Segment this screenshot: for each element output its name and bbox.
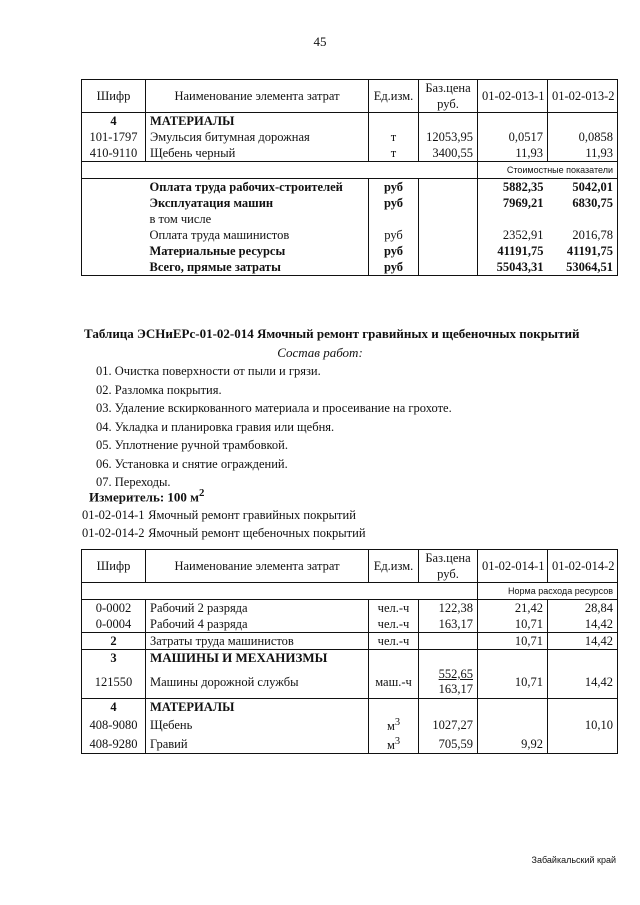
section-row — [82, 699, 618, 716]
summary-name: Оплата труда машинистов — [149, 228, 290, 242]
row-unit: маш.-ч — [369, 666, 419, 699]
row-name: Эмульсия битумная дорожная — [146, 129, 369, 145]
row-unit: т — [369, 145, 419, 162]
header-col2: 01-02-013-2 — [548, 80, 618, 113]
row-unit: чел.-ч — [369, 633, 419, 650]
row-value-2: 0,0858 — [548, 129, 618, 145]
summary-value-2: 5042,01 — [548, 179, 618, 196]
table-row — [82, 666, 618, 699]
list-item — [82, 506, 366, 524]
summary-value-2: 2016,78 — [548, 227, 618, 243]
row-price: 122,38 — [419, 600, 478, 617]
list-item: 07. Переходы. — [96, 475, 171, 489]
summary-value-2: 6830,75 — [548, 195, 618, 211]
summary-name: Материальные ресурсы — [149, 244, 286, 258]
summary-unit: руб — [369, 259, 419, 276]
header-code: Шифр — [82, 550, 146, 583]
row-code: 410-9110 — [82, 145, 146, 162]
summary-unit: руб — [369, 243, 419, 259]
row-value-1: 10,71 — [478, 616, 548, 633]
row-price: 705,59 — [419, 734, 478, 754]
row-value-1: 10,71 — [478, 666, 548, 699]
resource-table-013 — [81, 79, 618, 276]
resource-table-014 — [81, 549, 618, 754]
list-item: 02. Разломка покрытия. — [96, 382, 222, 397]
works-subtitle: Состав работ: — [277, 345, 363, 360]
row-value-1: 21,42 — [478, 600, 548, 617]
item-name: Ямочный ремонт гравийных покрытий — [148, 508, 356, 522]
header-col1: 01-02-013-1 — [478, 80, 548, 113]
section-row — [82, 113, 618, 130]
summary-value-1: 55043,31 — [478, 259, 548, 276]
list-item: 03. Удаление вскиркованного материала и просеивание на грохоте. — [96, 401, 452, 415]
list-item: 01. Очистка поверхности от пыли и грязи. — [96, 364, 321, 378]
row-value-2: 14,42 — [548, 616, 618, 633]
list-item: 04. Укладка и планировка гравия или щебня. — [96, 419, 335, 434]
table-row — [82, 600, 618, 617]
list-item: 05. Уплотнение ручной трамбовкой. — [96, 438, 288, 452]
row-code: 101-1797 — [82, 129, 146, 145]
table-row — [82, 145, 618, 162]
table-row — [82, 715, 618, 734]
summary-row — [82, 195, 618, 211]
page-number: 45 — [313, 34, 327, 49]
row-value-2 — [548, 734, 618, 754]
row-unit: чел.-ч — [369, 600, 419, 617]
summary-value-2: 41191,75 — [548, 243, 618, 259]
section-number: 4 — [82, 113, 146, 130]
table-row — [82, 734, 618, 754]
row-value-2: 14,42 — [548, 666, 618, 699]
norm-row — [82, 583, 618, 600]
summary-unit: руб — [369, 179, 419, 196]
summary-row — [82, 243, 618, 259]
row-name: Рабочий 2 разряда — [146, 600, 369, 617]
row-code: 408-9280 — [82, 734, 146, 754]
norm-label: Норма расхода ресурсов — [478, 583, 618, 600]
header-unit: Ед.изм. — [369, 550, 419, 583]
summary-row — [82, 211, 618, 227]
table-row — [82, 129, 618, 145]
summary-name: Оплата труда рабочих-строителей — [149, 180, 343, 194]
section-row — [82, 650, 618, 667]
row-code: 0-0002 — [82, 600, 146, 617]
works-list — [96, 362, 452, 492]
row-unit — [369, 734, 419, 754]
summary-value-1: 5882,35 — [502, 180, 544, 194]
header-price: Баз.цена руб. — [419, 80, 478, 113]
row-price — [419, 666, 478, 699]
row-price: 1027,27 — [419, 715, 478, 734]
row-value-1: 10,71 — [478, 633, 548, 650]
header-price: Баз.цена руб. — [419, 550, 478, 583]
row-price: 3400,55 — [419, 145, 478, 162]
price-line-1: 552,65 — [438, 667, 473, 681]
summary-name: Эксплуатация машин — [149, 196, 274, 210]
unit-text: м — [386, 719, 395, 734]
row-code: 0-0004 — [82, 616, 146, 633]
row-price — [419, 633, 478, 650]
row-code: 121550 — [82, 666, 146, 699]
summary-value-1: 41191,75 — [497, 244, 544, 258]
summary-name: в том числе — [149, 212, 212, 226]
summary-row — [82, 179, 618, 196]
operators-row — [82, 633, 618, 650]
indicators-row — [82, 162, 618, 179]
section-number: 4 — [82, 699, 146, 716]
row-name: Щебень черный — [146, 145, 369, 162]
table-row — [82, 616, 618, 633]
row-name: Затраты труда машинистов — [146, 633, 369, 650]
row-value-2: 11,93 — [548, 145, 618, 162]
row-unit: т — [369, 129, 419, 145]
row-price: 163,17 — [419, 616, 478, 633]
summary-unit: руб — [369, 195, 419, 211]
row-name: Машины дорожной службы — [146, 666, 369, 699]
measure-superscript: 2 — [199, 487, 205, 499]
summary-unit: руб — [369, 227, 419, 243]
header-col2: 01-02-014-2 — [548, 550, 618, 583]
measure-text: Измеритель: 100 м — [89, 489, 200, 505]
header-unit: Ед.изм. — [369, 80, 419, 113]
row-code: 2 — [82, 633, 146, 650]
table-title: Таблица ЭСНиЕРс-01-02-014 Ямочный ремонт гравийных и щебеночных покрытий — [84, 326, 580, 341]
row-value-2: 14,42 — [548, 633, 618, 650]
row-code: 408-9080 — [82, 715, 146, 734]
unit-superscript: 3 — [394, 717, 401, 728]
section-title: МАТЕРИАЛЫ — [146, 699, 369, 716]
section-number: 3 — [82, 650, 146, 667]
codes-list — [82, 506, 366, 542]
section-title: МАТЕРИАЛЫ — [146, 113, 369, 130]
row-name: Гравий — [146, 734, 369, 754]
row-value-1: 9,92 — [478, 734, 548, 754]
row-value-2: 10,10 — [548, 715, 618, 734]
row-value-1: 0,0517 — [478, 129, 548, 145]
item-code: 01-02-014-1 — [82, 508, 145, 522]
row-unit: чел.-ч — [369, 616, 419, 633]
summary-value-1: 7969,21 — [502, 196, 544, 210]
summary-row — [82, 227, 618, 243]
row-value-1: 11,93 — [478, 145, 548, 162]
row-price: 12053,95 — [419, 129, 478, 145]
item-name: Ямочный ремонт щебеночных покрытий — [148, 526, 366, 540]
header-code: Шифр — [82, 80, 146, 113]
table-header-row — [82, 550, 618, 583]
row-name: Рабочий 4 разряда — [146, 616, 369, 633]
summary-value-2: 53064,51 — [548, 259, 618, 276]
summary-value-1: 2352,91 — [502, 228, 544, 242]
section-title: МАШИНЫ И МЕХАНИЗМЫ — [146, 650, 369, 667]
header-name: Наименование элемента затрат — [146, 550, 369, 583]
list-item — [82, 524, 366, 542]
unit-superscript: 3 — [394, 736, 401, 748]
header-name: Наименование элемента затрат — [146, 80, 369, 113]
list-item: 06. Установка и снятие ограждений. — [96, 456, 288, 471]
row-unit — [369, 715, 419, 734]
footer-region: Забайкальский край — [531, 855, 616, 865]
summary-name: Всего, прямые затраты — [146, 259, 369, 276]
header-col1: 01-02-014-1 — [478, 550, 548, 583]
row-value-1 — [478, 715, 548, 734]
row-value-2: 28,84 — [548, 600, 618, 617]
price-line-2: 163,17 — [438, 682, 473, 696]
measure-label — [89, 487, 204, 505]
unit-text: м — [386, 738, 395, 753]
table-header-row — [82, 80, 618, 113]
summary-row — [82, 259, 618, 276]
row-name: Щебень — [146, 715, 369, 734]
indicators-label: Стоимостные показатели — [478, 162, 618, 179]
item-code: 01-02-014-2 — [82, 526, 145, 540]
